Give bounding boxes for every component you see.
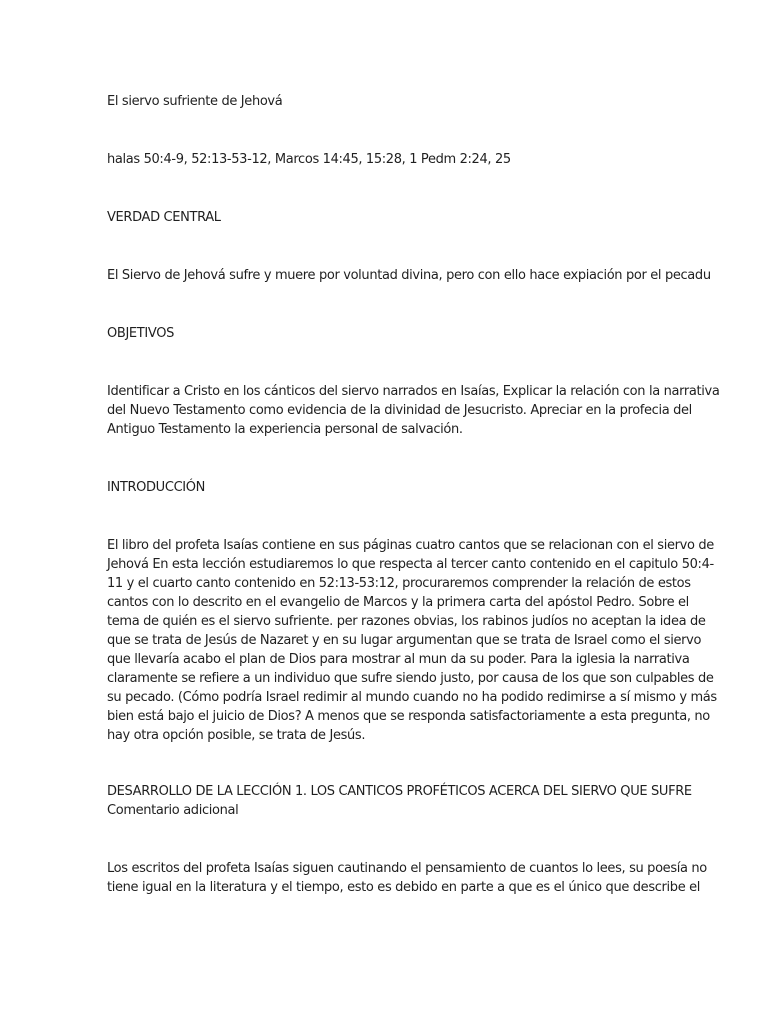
paragraph-line: Los escritos del profeta Isaías siguen cautinando el pensamiento de cuantos lo lees, su poesía no [107, 861, 707, 876]
central-truth-line: El Siervo de Jehová sufre y muere por voluntad divina, pero con ello hace expiación por el pecadu [107, 268, 711, 283]
development-heading-line: DESARROLLO DE LA LECCIÓN 1. LOS CANTICOS PROFÉTICOS ACERCA DEL SIERVO QUE SUFRE [107, 784, 692, 799]
central-truth-text [107, 266, 711, 285]
paragraph-line: su pecado. (Cómo podría Israel redimir al mundo cuando no ha podido redimirse a sí mismo y más [107, 690, 717, 705]
paragraph-line: cantos con lo descrito en el evangelio de Marcos y la primera carta del apóstol Pedro. Sobre el [107, 595, 689, 610]
development-subheading-line: Comentario adicional [107, 803, 239, 818]
title-line: El siervo sufriente de Jehová [107, 94, 283, 109]
paragraph-line: hay otra opción posible, se trata de Jesús. [107, 728, 366, 743]
scripture-references [107, 150, 663, 169]
central-truth-heading-line: VERDAD CENTRAL [107, 210, 221, 225]
paragraph-line: El libro del profeta Isaías contiene en sus páginas cuatro cantos que se relacionan con el siervo de [107, 538, 714, 553]
central-truth-heading [107, 208, 663, 227]
development-heading [107, 782, 692, 820]
closing-paragraph [107, 859, 707, 897]
introduction-paragraph [107, 536, 717, 745]
paragraph-line: tema de quién es el siervo sufriente. per razones obvias, los rabinos judíos no aceptan la idea de [107, 614, 706, 629]
introduction-heading-line: INTRODUCCIÓN [107, 480, 206, 495]
objectives-heading [107, 324, 663, 343]
paragraph-line: Antiguo Testamento la experiencia personal de salvación. [107, 422, 463, 437]
paragraph-line: del Nuevo Testamento como evidencia de la divinidad de Jesucristo. Apreciar en la profecia del [107, 403, 692, 418]
introduction-heading [107, 478, 663, 497]
paragraph-line: bien está bajo el juicio de Dios? A menos que se responda satisfactoriamente a esta pregunta, no [107, 709, 710, 724]
paragraph-line: claramente se refiere a un individuo que sufre siendo justo, por causa de los que son culpables de [107, 671, 714, 686]
paragraph-line: tiene igual en la literatura y el tiempo, esto es debido en parte a que es el único que describe el [107, 880, 701, 895]
paragraph-line: Identificar a Cristo en los cánticos del siervo narrados en Isaías, Explicar la relación con la narrativa [107, 384, 720, 399]
paragraph-line: 11 y el cuarto canto contenido en 52:13-53:12, procuraremos comprender la relación de estos [107, 576, 691, 591]
objectives-heading-line: OBJETIVOS [107, 326, 174, 341]
paragraph-line: Jehová En esta lección estudiaremos lo que respecta al tercer canto contenido en el capitulo 50:4- [107, 557, 714, 572]
document-title [107, 92, 663, 111]
objectives-paragraph [107, 382, 720, 439]
references-line: halas 50:4-9, 52:13-53-12, Marcos 14:45, 15:28, 1 Pedm 2:24, 25 [107, 152, 511, 167]
paragraph-line: que se trata de Jesús de Nazaret y en su lugar argumentan que se trata de Israel como el siervo [107, 633, 702, 648]
paragraph-line: que llevaría acabo el plan de Dios para mostrar al mun da su poder. Para la iglesia la narrativa [107, 652, 690, 667]
